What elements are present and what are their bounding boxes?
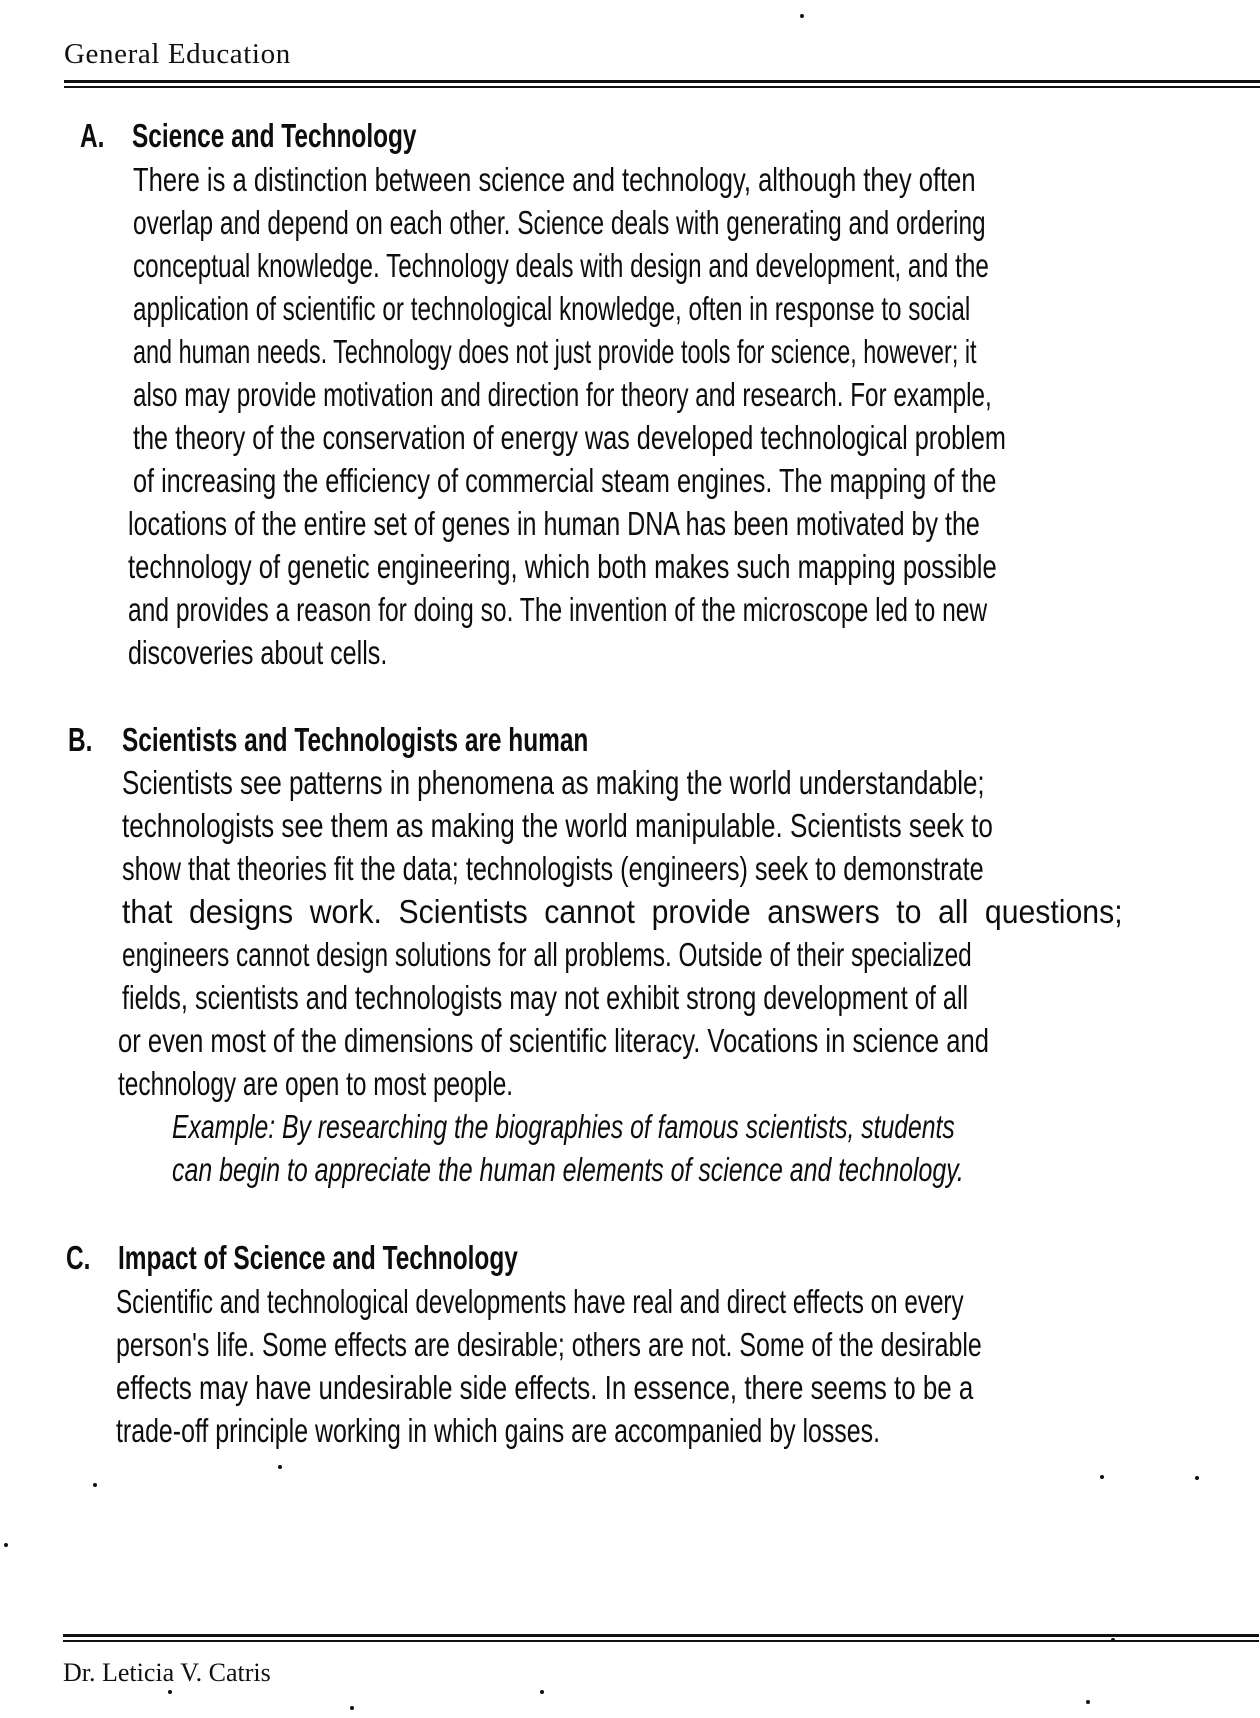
scan-speck [800, 14, 804, 18]
paragraph-line: Scientific and technological developments have real and direct effects on every [116, 1283, 964, 1320]
scan-speck [350, 1706, 354, 1710]
paragraph-line: person's life. Some effects are desirable; others are not. Some of the desirable [116, 1326, 982, 1363]
footer-author: Dr. Leticia V. Catris [63, 1658, 271, 1687]
paragraph-line: technology of genetic engineering, which both makes such mapping possible [128, 548, 997, 585]
section-b-title: Scientists and Technologists are human [122, 721, 589, 758]
paragraph-line: application of scientific or technological knowledge, often in response to social [133, 290, 971, 327]
paragraph-line: There is a distinction between science and technology, although they often [133, 161, 976, 198]
paragraph-line: trade-off principle working in which gains are accompanied by losses. [116, 1412, 881, 1449]
header-title: General Education [64, 38, 291, 70]
example-line: can begin to appreciate the human elements of science and technology. [172, 1151, 964, 1188]
paragraph-line: technologists see them as making the world manipulable. Scientists seek to [122, 807, 993, 844]
scan-speck [1100, 1475, 1104, 1479]
section-c-letter: C. [66, 1239, 91, 1276]
footer-rule-top [63, 1634, 1259, 1637]
section-b-letter: B. [68, 721, 93, 758]
paragraph-line: and human needs. Technology does not just provide tools for science, however; it [133, 333, 977, 370]
paragraph-line: technology are open to most people. [118, 1065, 514, 1102]
paragraph-line: the theory of the conservation of energy was developed technological problem [133, 419, 1006, 456]
paragraph-line: conceptual knowledge. Technology deals with design and development, and the [133, 247, 989, 284]
section-c-title: Impact of Science and Technology [118, 1239, 518, 1276]
scan-speck [168, 1690, 172, 1694]
scan-speck [93, 1483, 97, 1487]
paragraph-line: Scientists see patterns in phenomena as making the world understandable; [122, 764, 985, 801]
paragraph-line: or even most of the dimensions of scientific literacy. Vocations in science and [118, 1022, 989, 1059]
paragraph-line: engineers cannot design solutions for all problems. Outside of their specialized [122, 936, 972, 973]
paragraph-line: discoveries about cells. [128, 634, 388, 671]
paragraph-line: show that theories fit the data; technologists (engineers) seek to demonstrate [122, 850, 984, 887]
scan-speck [1195, 1476, 1199, 1480]
section-a-title: Science and Technology [132, 117, 417, 154]
header-rule-bottom [64, 86, 1260, 88]
scan-speck [4, 1543, 8, 1547]
header-rule-top [64, 80, 1260, 83]
footer-rule-bottom [63, 1640, 1259, 1642]
paragraph-line: of increasing the efficiency of commercial steam engines. The mapping of the [133, 462, 997, 499]
scan-speck [278, 1465, 282, 1469]
paragraph-line: also may provide motivation and direction for theory and research. For example, [133, 376, 992, 413]
paragraph-line: and provides a reason for doing so. The invention of the microscope led to new [128, 591, 988, 628]
paragraph-line: overlap and depend on each other. Science deals with generating and ordering [133, 204, 986, 241]
scan-speck [1111, 1638, 1115, 1642]
paragraph-line: that designs work. Scientists cannot provide answers to all questions; [122, 893, 1123, 930]
scan-speck [1086, 1700, 1090, 1704]
example-line: Example: By researching the biographies of famous scientists, students [172, 1108, 955, 1145]
paragraph-line: effects may have undesirable side effects. In essence, there seems to be a [116, 1369, 974, 1406]
scan-speck [540, 1690, 544, 1694]
section-a-letter: A. [80, 117, 105, 154]
paragraph-line: locations of the entire set of genes in human DNA has been motivated by the [128, 505, 980, 542]
paragraph-line: fields, scientists and technologists may not exhibit strong development of all [122, 979, 969, 1016]
